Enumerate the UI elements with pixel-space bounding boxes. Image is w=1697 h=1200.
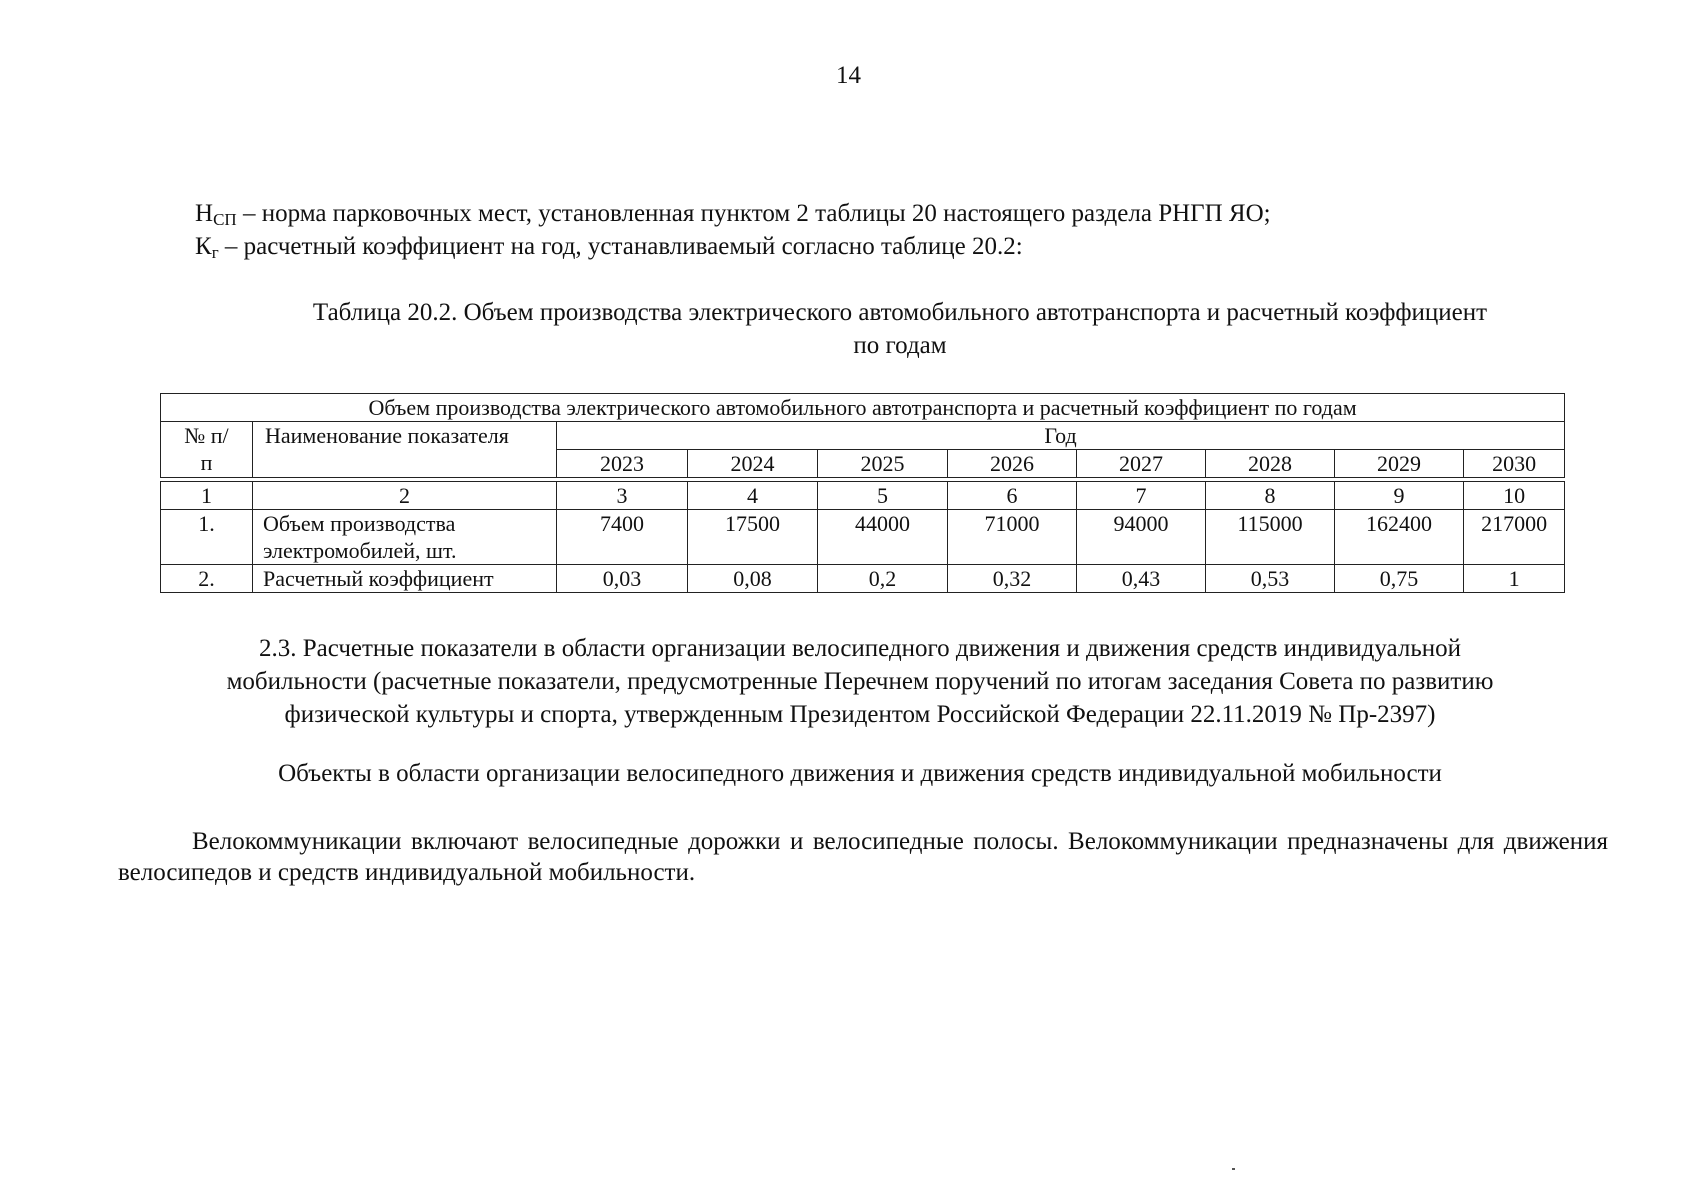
table-row xyxy=(161,510,1565,565)
section-heading xyxy=(130,632,1590,731)
header-year: 2026 xyxy=(948,450,1077,478)
row-name: Объем производства электромобилей, шт. xyxy=(253,510,557,565)
row-value: 44000 xyxy=(818,510,948,565)
row-value: 17500 xyxy=(688,510,818,565)
header-year: 2028 xyxy=(1206,450,1335,478)
header-year: 2025 xyxy=(818,450,948,478)
row-value: 0,08 xyxy=(688,565,818,593)
definition-symbol: К xyxy=(195,233,212,260)
definition-subscript: СП xyxy=(213,210,237,229)
definition-symbol: Н xyxy=(195,200,214,227)
index-cell: 8 xyxy=(1206,482,1335,510)
header-year: 2029 xyxy=(1335,450,1464,478)
definition-line-kg xyxy=(195,233,1023,261)
section-heading-line1: 2.3. Расчетные показатели в области организации велосипедного движения и движения средств индивидуальной xyxy=(258,635,1461,662)
index-cell: 6 xyxy=(948,482,1077,510)
index-cell: 5 xyxy=(818,482,948,510)
table-caption-line2: по годам xyxy=(853,332,947,359)
body-paragraph: Велокоммуникации включают велосипедные дорожки и велосипедные полосы. Велокоммуникации предназначены для движения велосипедов и средств индивидуальной мобильности. xyxy=(118,828,1608,886)
row-value: 217000 xyxy=(1464,510,1565,565)
row-value: 71000 xyxy=(948,510,1077,565)
header-year-group: Год xyxy=(557,422,1565,450)
definition-text: – норма парковочных мест, установленная пунктом 2 таблицы 20 настоящего раздела РНГП ЯО; xyxy=(236,200,1271,227)
index-cell: 1 xyxy=(161,482,253,510)
table-caption-line1: Таблица 20.2. Объем производства электрического автомобильного автотранспорта и расчетный коэффициент xyxy=(312,299,1488,326)
row-number: 1. xyxy=(161,510,253,565)
index-cell: 10 xyxy=(1464,482,1565,510)
table-header-row xyxy=(161,422,1565,450)
row-value: 0,32 xyxy=(948,565,1077,593)
row-value: 115000 xyxy=(1206,510,1335,565)
index-cell: 7 xyxy=(1077,482,1206,510)
row-value: 94000 xyxy=(1077,510,1206,565)
row-number: 2. xyxy=(161,565,253,593)
row-value: 1 xyxy=(1464,565,1565,593)
table-caption xyxy=(200,296,1600,362)
scan-speck xyxy=(1232,1168,1235,1170)
header-year: 2023 xyxy=(557,450,688,478)
header-year: 2027 xyxy=(1077,450,1206,478)
index-cell: 2 xyxy=(253,482,557,510)
row-value: 162400 xyxy=(1335,510,1464,565)
section-heading-line2: мобильности (расчетные показатели, предусмотренные Перечнем поручений по итогам заседания Совета по развитию xyxy=(226,668,1494,695)
header-number: № п/п xyxy=(161,422,253,478)
data-table xyxy=(160,393,1565,593)
table-index-row xyxy=(161,482,1565,510)
table-row xyxy=(161,565,1565,593)
row-value: 0,43 xyxy=(1077,565,1206,593)
definition-subscript: г xyxy=(211,243,219,262)
row-value: 0,53 xyxy=(1206,565,1335,593)
header-year: 2024 xyxy=(688,450,818,478)
index-cell: 4 xyxy=(688,482,818,510)
index-cell: 9 xyxy=(1335,482,1464,510)
index-cell: 3 xyxy=(557,482,688,510)
subheading: Объекты в области организации велосипедного движения и движения средств индивидуальной мобильности xyxy=(278,760,1442,787)
table-title: Объем производства электрического автомобильного автотранспорта и расчетный коэффициент по годам xyxy=(161,394,1565,422)
row-value: 0,03 xyxy=(557,565,688,593)
row-value: 0,2 xyxy=(818,565,948,593)
row-value: 7400 xyxy=(557,510,688,565)
definition-line-nsp xyxy=(195,200,1271,228)
row-name: Расчетный коэффициент xyxy=(253,565,557,593)
row-value: 0,75 xyxy=(1335,565,1464,593)
section-heading-line3: физической культуры и спорта, утвержденным Президентом Российской Федерации 22.11.2019 № Пр-2397) xyxy=(284,701,1436,728)
table-title-row xyxy=(161,394,1565,422)
header-year: 2030 xyxy=(1464,450,1565,478)
page-number: 14 xyxy=(836,62,861,89)
definition-text: – расчетный коэффициент на год, устанавливаемый согласно таблице 20.2: xyxy=(218,233,1023,260)
header-name: Наименование показателя xyxy=(253,422,557,478)
